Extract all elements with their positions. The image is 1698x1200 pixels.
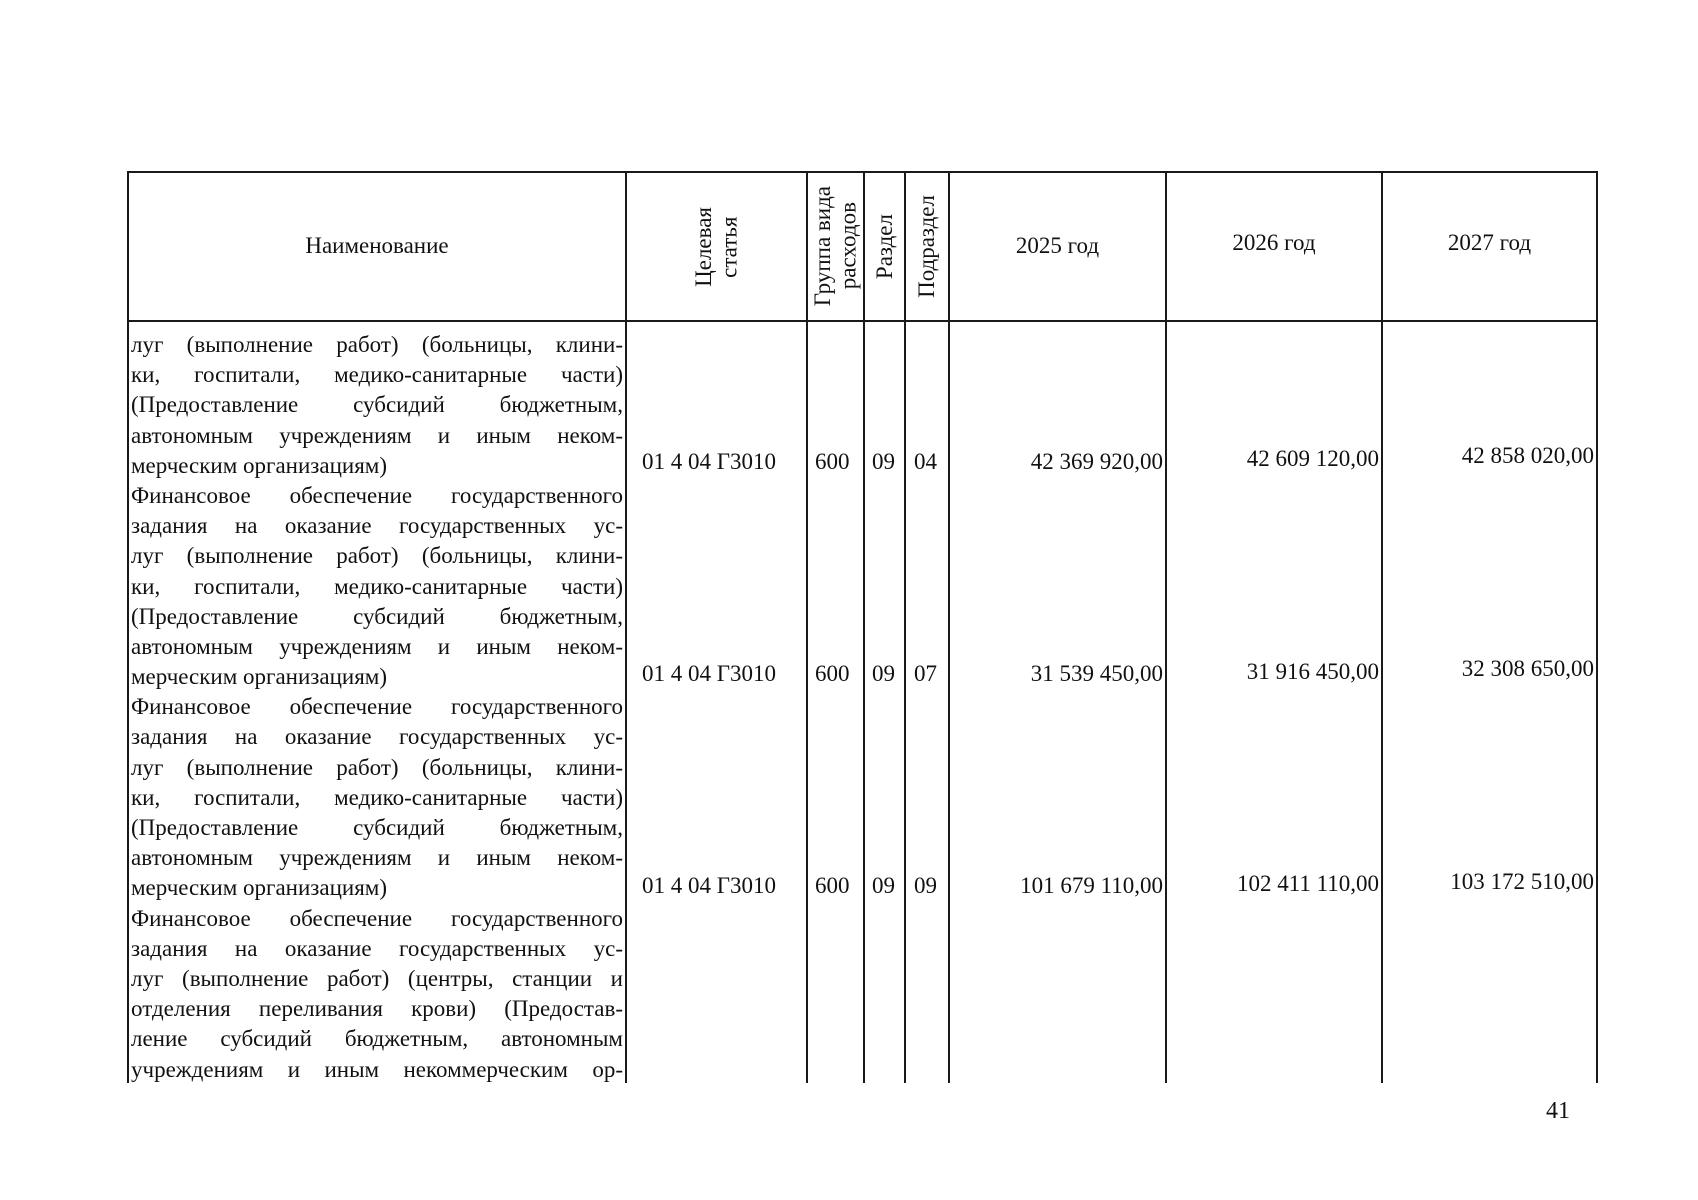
name-line: задания на оказание государственных ус- bbox=[131, 724, 623, 750]
name-line: задания на оказание государственных ус- bbox=[131, 513, 623, 539]
name-line: луг (выполнение работ) (больницы, клини- bbox=[131, 332, 623, 357]
name-line: (Предоставление субсидий бюджетным, bbox=[131, 603, 623, 629]
row2-subsection: 07 bbox=[914, 661, 937, 686]
row3-2027: 103 172 510,00 bbox=[1450, 869, 1594, 894]
header-2027: 2027 год bbox=[1447, 229, 1532, 255]
name-line: отделения переливания крови) (Предостав- bbox=[131, 996, 623, 1022]
name-line: автономным учреждениям и иным неком- bbox=[131, 633, 623, 659]
name-line: мерческим организациям) bbox=[131, 452, 387, 478]
name-column-text bbox=[131, 330, 623, 1085]
header-section-text: Раздел bbox=[871, 213, 897, 280]
header-subsection bbox=[906, 173, 948, 320]
name-line: мерческим организациям) bbox=[131, 875, 387, 901]
row3-subsection: 09 bbox=[914, 873, 937, 898]
header-target-article bbox=[627, 173, 806, 320]
name-line: (Предоставление субсидий бюджетным, bbox=[131, 815, 623, 840]
header-2025: 2025 год bbox=[1015, 233, 1100, 259]
name-line: луг (выполнение работ) (больницы, клини- bbox=[131, 543, 623, 569]
name-line: ки, госпитали, медико-санитарные части) bbox=[131, 362, 623, 388]
name-line: ки, госпитали, медико-санитарные части) bbox=[131, 573, 623, 599]
name-line: луг (выполнение работ) (центры, станции и bbox=[131, 965, 623, 991]
row1-2027: 42 858 020,00 bbox=[1461, 443, 1594, 468]
header-2026: 2026 год bbox=[1232, 229, 1316, 255]
row2-2027: 32 308 650,00 bbox=[1461, 656, 1594, 681]
row3-target-article: 01 4 04 Г3010 bbox=[642, 873, 777, 898]
row1-2026: 42 609 120,00 bbox=[1246, 446, 1379, 471]
header-name: Наименование bbox=[305, 233, 449, 259]
table-right-border bbox=[1596, 171, 1598, 1083]
header-expense-group bbox=[808, 173, 863, 320]
row1-subsection: 04 bbox=[914, 449, 937, 474]
row1-expense-group: 600 bbox=[815, 449, 850, 474]
name-line: ки, госпитали, медико-санитарные части) bbox=[131, 784, 623, 810]
row3-2025: 101 679 110,00 bbox=[1020, 873, 1163, 898]
header-section bbox=[865, 173, 904, 320]
name-line: ление субсидий бюджетным, автономным bbox=[131, 1026, 623, 1052]
name-line: автономным учреждениям и иным неком- bbox=[131, 845, 623, 871]
row3-2026: 102 411 110,00 bbox=[1236, 871, 1379, 896]
row2-2025: 31 539 450,00 bbox=[1030, 661, 1163, 686]
name-line: мерческим организациям) bbox=[131, 664, 387, 690]
page-number: 41 bbox=[1546, 1098, 1570, 1124]
header-target-article-text: Целевая статья bbox=[691, 206, 742, 287]
row3-expense-group: 600 bbox=[815, 873, 850, 898]
name-line: Финансовое обеспечение государственного bbox=[131, 905, 623, 931]
row1-2025: 42 369 920,00 bbox=[1030, 449, 1163, 474]
name-line: Финансовое обеспечение государственного bbox=[131, 482, 623, 508]
header-subsection-text: Подраздел bbox=[914, 195, 940, 298]
name-line: луг (выполнение работ) (больницы, клини- bbox=[131, 754, 623, 780]
name-line: задания на оказание государственных ус- bbox=[131, 935, 623, 961]
name-line: учреждениям и иным некоммерческим ор- bbox=[131, 1056, 623, 1082]
header-expense-group-text: Группа вида расходов bbox=[810, 186, 861, 307]
row2-2026: 31 916 450,00 bbox=[1246, 659, 1379, 684]
name-line: (Предоставление субсидий бюджетным, bbox=[131, 392, 623, 418]
row3-section: 09 bbox=[872, 873, 895, 898]
name-line: Финансовое обеспечение государственного bbox=[131, 694, 623, 720]
name-line: автономным учреждениям и иным неком- bbox=[131, 422, 623, 448]
header-bottom-border bbox=[127, 320, 1597, 322]
row2-expense-group: 600 bbox=[815, 661, 850, 686]
row2-section: 09 bbox=[872, 661, 895, 686]
row1-section: 09 bbox=[872, 449, 895, 474]
row2-target-article: 01 4 04 Г3010 bbox=[642, 661, 777, 686]
row1-target-article: 01 4 04 Г3010 bbox=[642, 449, 777, 474]
